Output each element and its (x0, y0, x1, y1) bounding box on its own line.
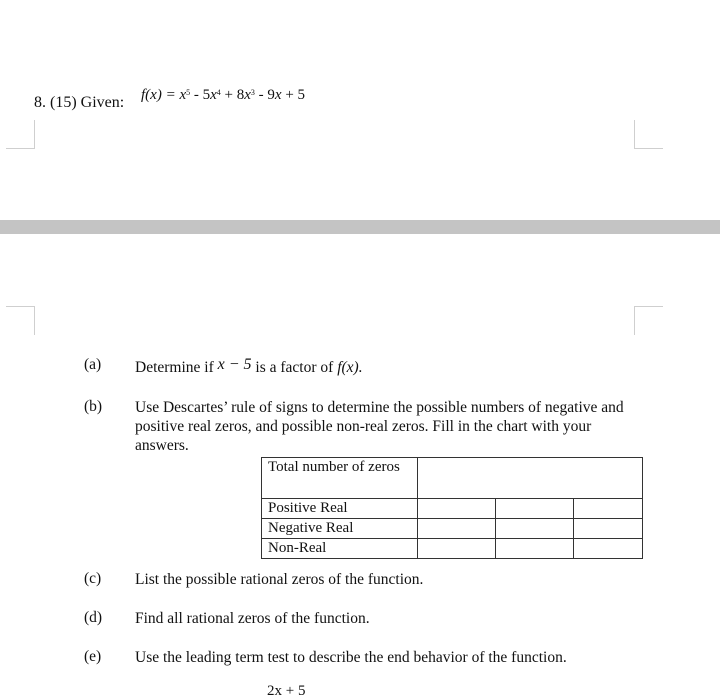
page-corner-mark (634, 120, 663, 149)
row-label-negative-real: Negative Real (262, 519, 418, 539)
answer-cell[interactable] (496, 499, 574, 519)
factor-expression: x − 5 (217, 356, 252, 373)
answer-cell[interactable] (574, 499, 643, 519)
problem-number: 8. (15) Given: (34, 94, 125, 111)
term-4-tail: + 5 (281, 87, 306, 103)
term-2-sign: - 5 (190, 87, 211, 103)
term-3-sign: + 8 (220, 87, 245, 103)
term-3-exp: 3 (250, 88, 255, 97)
term-2-exp: 4 (216, 88, 221, 97)
answer-cell[interactable] (496, 519, 574, 539)
function-lhs: f(x) = (141, 87, 180, 103)
term-1-base: x (179, 87, 187, 103)
table-row (262, 458, 643, 499)
page-corner-mark (6, 306, 35, 335)
answer-cell[interactable] (418, 539, 496, 559)
page-corner-mark (6, 120, 35, 149)
part-c-text: List the possible rational zeros of the function. (135, 571, 424, 588)
term-4-sign: - 9 (254, 87, 275, 103)
term-4-base: x (274, 87, 282, 103)
row-label-positive-real: Positive Real (262, 499, 418, 519)
answer-cell[interactable] (574, 539, 643, 559)
zeros-table (261, 457, 643, 559)
table-row (262, 499, 643, 519)
part-e-label: (e) (84, 648, 102, 665)
answer-cell[interactable] (574, 519, 643, 539)
part-a-text-after: is a factor of (251, 359, 338, 376)
part-a-fx: f(x). (337, 359, 363, 376)
function-formula (141, 87, 305, 104)
term-2-base: x (210, 87, 217, 103)
part-c-label: (c) (84, 570, 102, 587)
part-e-text: Use the leading term test to describe the end behavior of the function. (135, 649, 567, 666)
cutoff-expression: 2x + 5 (267, 683, 306, 699)
part-b-text: Use Descartes’ rule of signs to determine the possible numbers of negative and positive real zeros, and possible non-real zeros. Fill in the chart with your answers. (135, 399, 624, 454)
part-d-label: (d) (84, 609, 103, 626)
part-a-text (135, 358, 645, 377)
page-separator (0, 220, 720, 234)
table-header-cell: Total number of zeros (262, 458, 418, 499)
row-label-non-real: Non-Real (262, 539, 418, 559)
term-3-base: x (244, 87, 251, 103)
total-zeros-answer-cell[interactable] (418, 458, 643, 499)
answer-cell[interactable] (418, 519, 496, 539)
answer-cell[interactable] (418, 499, 496, 519)
part-a-label: (a) (84, 356, 102, 373)
part-b-label: (b) (84, 398, 103, 415)
part-d-text: Find all rational zeros of the function. (135, 610, 370, 627)
table-row (262, 519, 643, 539)
term-1-exp: 5 (186, 88, 191, 97)
table-row (262, 539, 643, 559)
answer-cell[interactable] (496, 539, 574, 559)
page-corner-mark (634, 306, 663, 335)
part-a-text-before: Determine if (135, 359, 218, 376)
